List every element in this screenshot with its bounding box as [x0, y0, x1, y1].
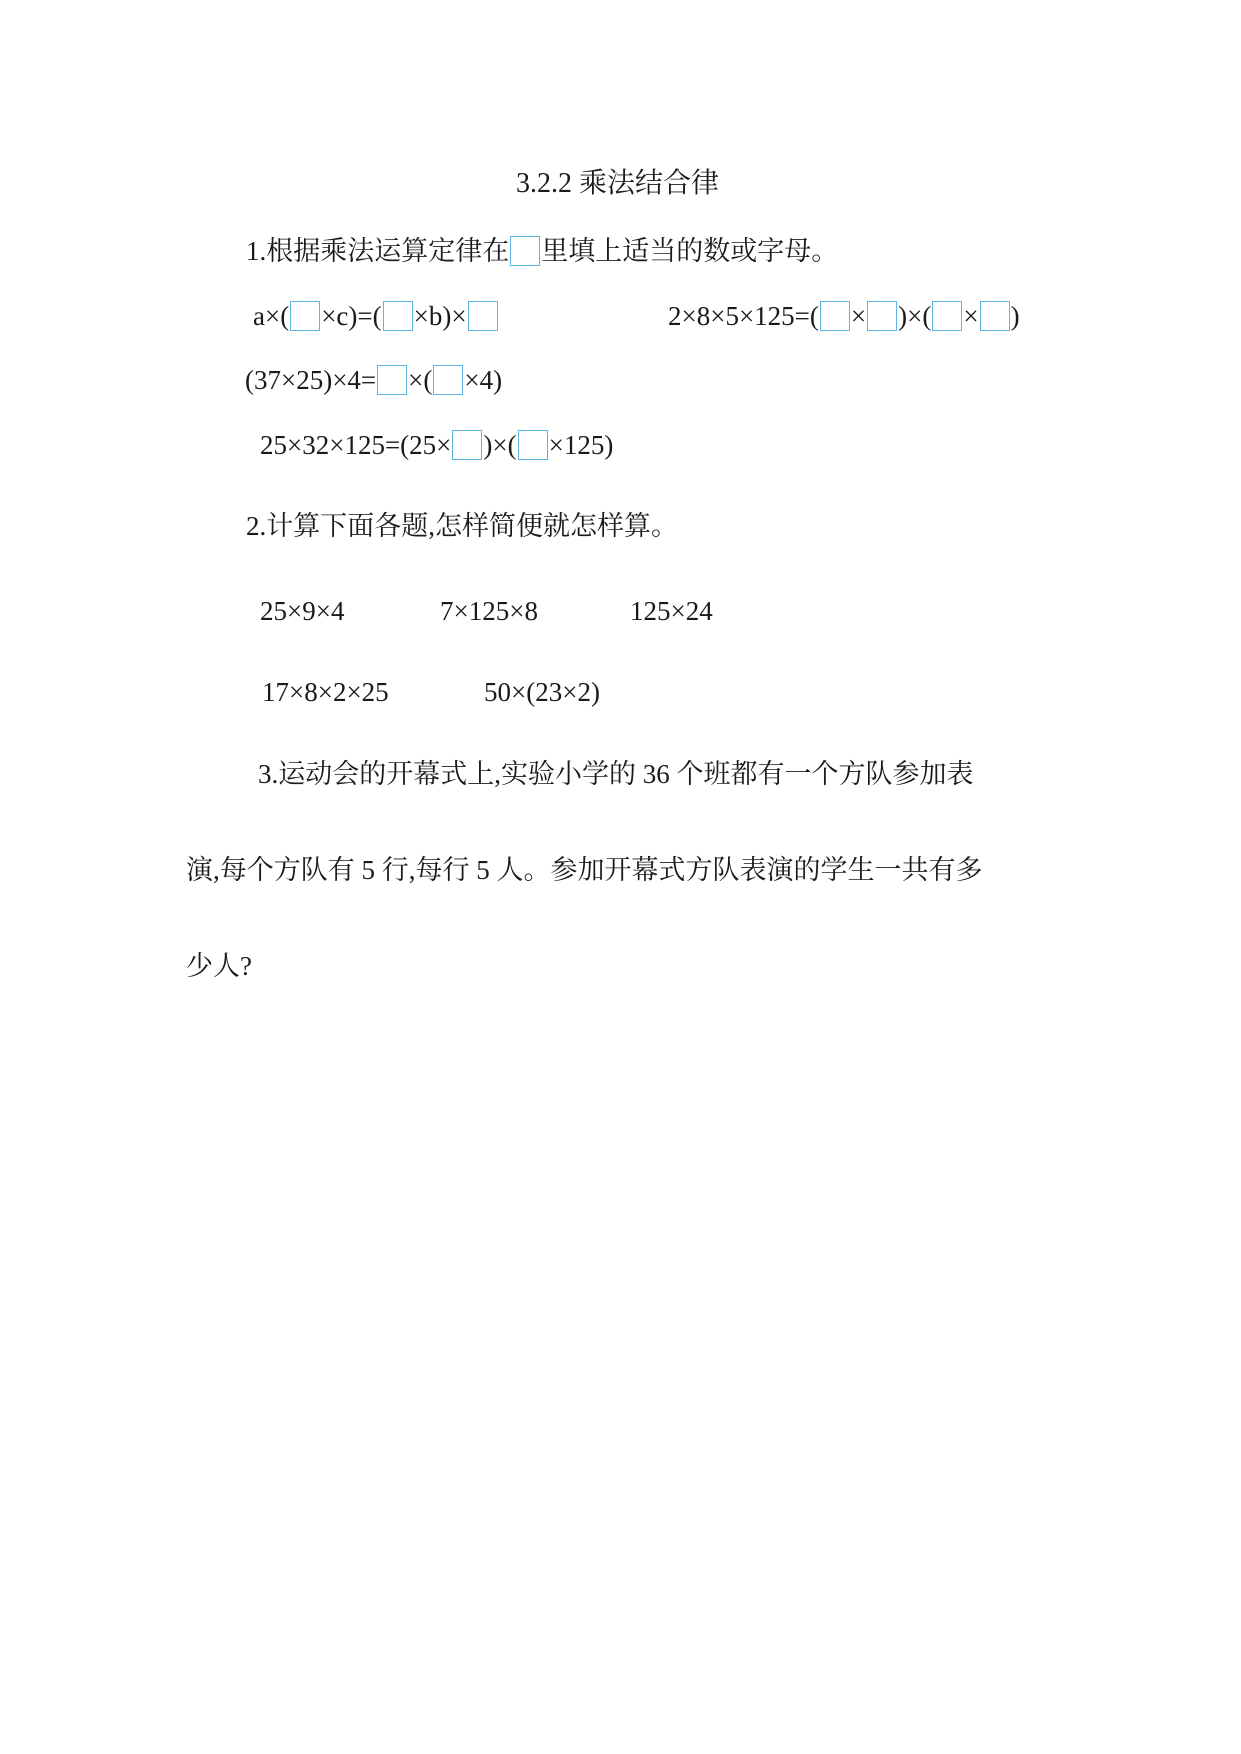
answer-box-example — [510, 236, 540, 266]
equation-text: a×( — [253, 301, 290, 331]
equation-text: 2×8×5×125=( — [668, 301, 819, 331]
equation-2 — [668, 298, 1020, 334]
question-3-line-1: 3.运动会的开幕式上,实验小学的 36 个班都有一个方队参加表 — [258, 759, 974, 789]
equation-text: ×c)=( — [321, 301, 382, 331]
question-1-prompt-after: 里填上适当的数或字母。 — [541, 236, 839, 266]
equation-text: )×( — [483, 430, 517, 460]
answer-box[interactable] — [980, 301, 1010, 331]
equation-text: × — [850, 301, 867, 331]
answer-box[interactable] — [820, 301, 850, 331]
answer-box[interactable] — [452, 430, 482, 460]
equation-text: ×4) — [464, 365, 503, 395]
answer-box[interactable] — [867, 301, 897, 331]
answer-box[interactable] — [932, 301, 962, 331]
calc-item: 125×24 — [630, 596, 713, 626]
calc-item: 7×125×8 — [440, 596, 538, 626]
answer-box[interactable] — [468, 301, 498, 331]
question-1-prompt-before: 1.根据乘法运算定律在 — [246, 236, 510, 266]
question-3-line-3: 少人? — [186, 951, 252, 981]
equation-text: ×125) — [548, 430, 614, 460]
equation-3 — [245, 362, 502, 398]
equation-4 — [260, 427, 613, 463]
equation-text: × — [963, 301, 979, 331]
answer-box[interactable] — [377, 365, 407, 395]
equation-text: ×b)× — [413, 301, 467, 331]
calc-item: 17×8×2×25 — [262, 677, 389, 707]
page-title: 3.2.2 乘法结合律 — [516, 168, 720, 199]
equation-text: )×( — [898, 301, 932, 331]
equation-text: 25×32×125=(25× — [260, 430, 452, 460]
answer-box[interactable] — [518, 430, 548, 460]
equation-1 — [253, 298, 499, 334]
calc-item: 25×9×4 — [260, 596, 345, 626]
answer-box[interactable] — [290, 301, 320, 331]
equation-text: (37×25)×4= — [245, 365, 377, 395]
calc-item: 50×(23×2) — [484, 677, 600, 707]
answer-box[interactable] — [433, 365, 463, 395]
question-3-line-2: 演,每个方队有 5 行,每行 5 人。参加开幕式方队表演的学生一共有多 — [186, 855, 983, 885]
question-1-prompt — [246, 233, 838, 269]
equation-text: ) — [1010, 301, 1020, 331]
equation-text: ×( — [408, 365, 433, 395]
question-2-prompt: 2.计算下面各题,怎样简便就怎样算。 — [246, 511, 678, 541]
answer-box[interactable] — [383, 301, 413, 331]
